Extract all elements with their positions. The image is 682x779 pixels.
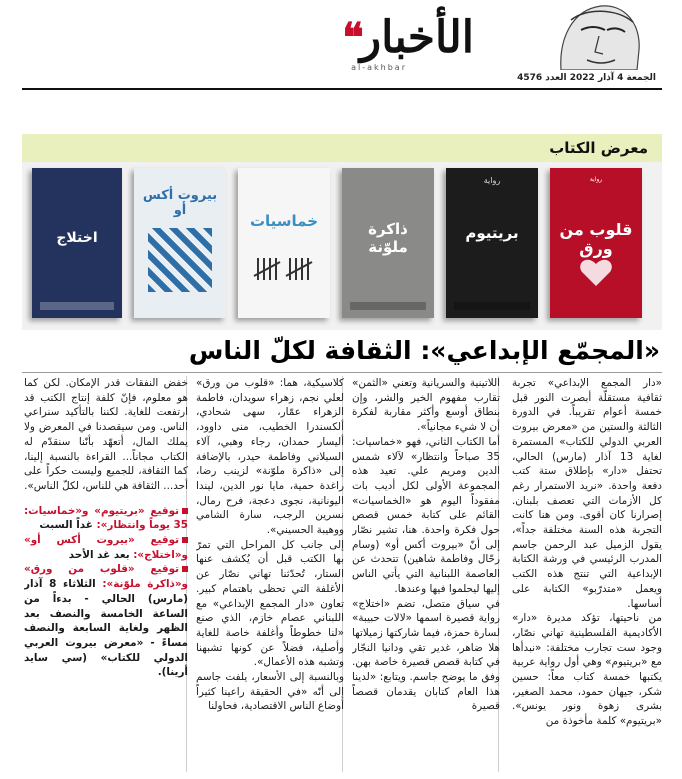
paragraph: في سياق متصل، تضم «اختلاج» رواية قصيرة اسمها «لالات حبيبة» لسارة حمزة، فيما شاركتها زميلاتها هلا ضاهر، غدير تقي ودانيا النجّار في كتابة قصص قصيرة خاصة بهن. وفق ما يوضح جاسم. ويتابع: «لدينا هذا العام كتابان يقدمان قصصاً قصيرة bbox=[352, 597, 500, 713]
logo-subtitle: al-akhbar bbox=[351, 63, 407, 72]
event-item bbox=[24, 504, 188, 533]
book-cover-2: رواية بريتيوم bbox=[446, 168, 538, 318]
book-cover-3 bbox=[342, 168, 434, 318]
portrait-drawing bbox=[541, 0, 646, 70]
tally-marks-icon bbox=[252, 256, 316, 282]
bullet-square-icon bbox=[182, 566, 188, 572]
bullet-square-icon bbox=[182, 537, 188, 543]
paragraph: اللاتينية والسريانية وتعني «الثمن» تقارب مفهوم الخير والشر، وإن بنطاق أوسع وأكثر مقاربة لفكرة أن لا شيء مجانياً». bbox=[352, 377, 500, 434]
paragraph: من ناحيتها، تؤكد مديرة «دار» الأكاديمية الفلسطينية تهاني نصّار، وجود ست تجارب مختلفة: «نبدأها مع «بريتيوم» وهي أول رواية عربية يكتبها خمسة كتاب معاً: حسين شكر، جيهان حمود، محمد الصغير، بشرى زهوة ونور يونس». «بريتيوم» كلمة مأخوذة من bbox=[512, 612, 662, 728]
book-title-4: خماسيات bbox=[249, 212, 319, 230]
column-4 bbox=[24, 376, 188, 772]
column-1 bbox=[512, 376, 662, 772]
paragraph: خفض النفقات قدر الإمكان. لكن كما هو معلوم، فإنّ كلفة إنتاج الكتب قد ارتفعت للغاية. لكننا بالتأكيد سنراعي الناس. ومن سيقصدنا في المعرض ولا يملك المال، أتعهّد بأنّنا سنقدّم له الكتاب مجاناً... القراءة بالنسبة إلينا، كما الثقافة، للجميع وليست حكراً على أحد... الثقافة هي للناس، لكلّ الناس». bbox=[24, 377, 188, 492]
event-time: الثلاثاء 8 آذار (مارس) الحالي - بدءاً من الساعة الخامسة والنصف بعد الظهر ولغاية السابعة والنصف مساءً - «معرض بيروت العربي الدولي للكتاب» (سي سايد أرينا). bbox=[24, 578, 188, 679]
heart-icon bbox=[578, 256, 614, 288]
event-time: بعد غد الأحد bbox=[68, 548, 130, 561]
paragraph: كلاسيكية، هما: «قلوب من ورق» لعلي نجم، زهراء سويدان، فاطمة الزهراء عمّار، سهى شحادي، ألكسندرا الخطيب، منى داوود، أليسار حمدان، رجاء وهبي، آلاء السبلاني وفاطمة حيدر، بالإضافة إلى «ذاكرة ملوّنة» لزينب رضا، راغدة حمية، مايا نور الدين، ليندا اليونانية، نجوى دعجة، فرح رمال، نسرين الرجب، سارة الشامي ووهيبة الحسيني». bbox=[196, 377, 344, 537]
book-title-1: قلوب من ورق bbox=[559, 220, 633, 258]
book-title-6: اختلاج bbox=[56, 230, 98, 246]
book-cover-6 bbox=[32, 168, 122, 318]
paragraph: إلى جانب كل المراحل التي تمرّ بها الكتب قبل أن يُكشف عنها الستار، تُحدّثنا تهاني نصّار عن الأغلفة التي تحظى باهتمام كبير. تعاون «دار المجمع الإبداعي» مع اللبناني عصام خازم، الذي صنع «لنا خطوطاً وأغلفة خاصة للغاية وأصلية، فضلاً عن كونها تشبهنا وتشبه هذه الأعمال». bbox=[196, 538, 344, 669]
headline-rule bbox=[22, 372, 662, 373]
masthead-rule bbox=[22, 88, 662, 90]
book-title-3: ذاكرة ملوّنة bbox=[368, 220, 408, 256]
newspaper-logo[interactable] bbox=[342, 12, 474, 63]
book-cover-1: رواية قلوب من ورق bbox=[550, 168, 642, 318]
book-covers-photo bbox=[22, 162, 662, 330]
event-item bbox=[24, 562, 188, 680]
article-body bbox=[22, 376, 662, 772]
logo-text: الأخبار bbox=[359, 12, 474, 63]
article-headline: «المجمّع الإبداعي»: الثقافة لكلّ الناس bbox=[188, 336, 660, 365]
paragraph: وبالنسبة إلى الأسعار، يلفت جاسم إلى أنّه «في الحقيقة راعينا كثيراً أوضاع الناس الاقتصادية، فحاولنا bbox=[196, 671, 344, 713]
section-label: معرض الكتاب bbox=[549, 139, 648, 157]
paragraph: أما الكتاب الثاني، فهو «خماسيات: 35 صباحاً وانتظار» لآلاء شمس الدين ومريم علي. تعيد هذه المجموعة الأولى لكل أديب بات مفقوداً اليوم هو «الخماسيات» القائم على كتابة خمس قصص حول فكرة واحدة. هنا، تشير نصّار إلى أنّ «بيروت أكس أو» (وسام رحّال وفاطمة شاهين) تتحدث عن العاصمة اللبنانية التي يأتي الناس إليها ليحلموا فيها وعندها. bbox=[352, 435, 500, 595]
logo-quote-mark: ❝ bbox=[342, 14, 364, 61]
event-title: توقيع «بيروت أكس أو» و«اختلاج»: bbox=[24, 534, 188, 561]
masthead bbox=[0, 0, 682, 90]
column-2 bbox=[352, 376, 500, 772]
column-3 bbox=[196, 376, 344, 772]
paragraph: «دار المجمع الإبداعي» تجربة ثقافية مستقلّة أبصرت النور قبل خمسة أعوام تقريباً. في الدورة الثالثة والستين من «معرض بيروت العربي الدولي للكتاب» المستمرة لغاية 13 آذار (مارس) الحالي، تحتفل «دار» بإطلاق ستة كتب دفعة واحدة. «نريد الاستمرار رغم كل الأزمات التي تعصف بلبنان. إصرارنا كان أقوى. ومن هنا كانت التجربة هذه السنة مختلفة جداً»، يقول الزميل عبد الرحمن جاسم المدرب الرئيسي في ورشة الكتابة الإبداعية التي تنتج هذه الكتب ويعمل «متدرّبو» الكتابة على أساسها. bbox=[512, 377, 662, 610]
event-title: توقيع «قلوب من ورق» و«ذاكرة ملوّنة»: bbox=[24, 563, 188, 591]
event-title: توقيع «بريتيوم» و«خماسيات: 35 يوماً وانتظار»: bbox=[24, 504, 188, 532]
dateline: الجمعة 4 آذار 2022 العدد 4576 bbox=[517, 73, 656, 83]
event-item bbox=[24, 533, 188, 562]
book-cover-5 bbox=[134, 168, 226, 318]
book-title-2: بريتيوم bbox=[465, 224, 519, 242]
book-cover-4 bbox=[238, 168, 330, 318]
book-title-5: بيروت أكس أو bbox=[142, 188, 218, 218]
event-time: غداً السبت bbox=[39, 519, 93, 532]
bullet-square-icon bbox=[182, 508, 188, 514]
